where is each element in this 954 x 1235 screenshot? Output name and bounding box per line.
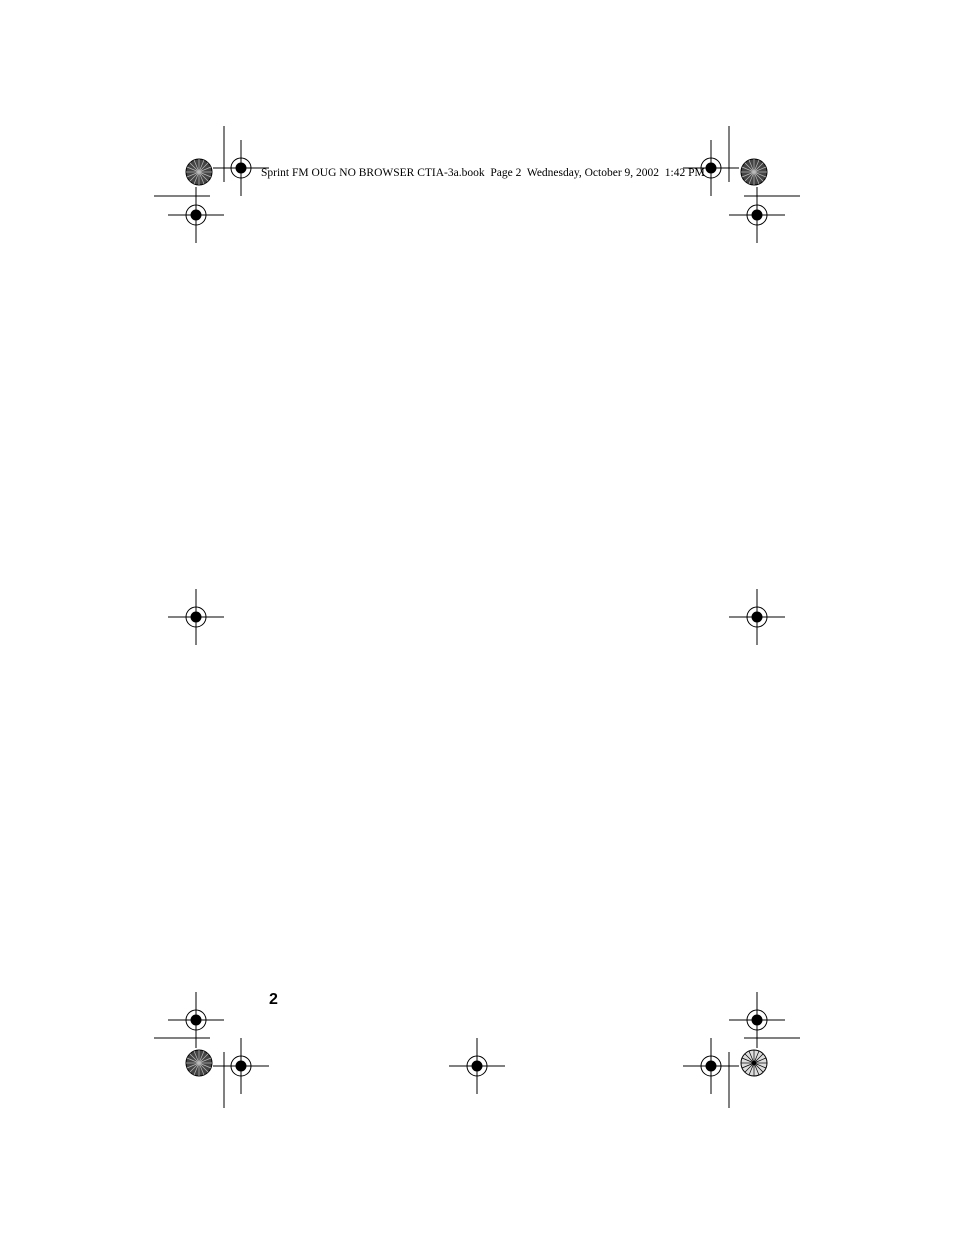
registration-crosshair-icon <box>449 1038 505 1094</box>
starburst-calibration-icon <box>741 1050 767 1076</box>
print-slug-header: Sprint FM OUG NO BROWSER CTIA-3a.book Page 2 Wednesday, October 9, 2002 1:42 PM <box>261 167 705 179</box>
registration-crosshair-icon <box>168 589 224 645</box>
starburst-calibration-icon <box>186 159 212 185</box>
registration-crosshair-icon <box>729 187 785 243</box>
registration-crosshair-icon <box>213 1038 269 1094</box>
page-number: 2 <box>269 991 278 1008</box>
registration-crosshair-icon <box>729 992 785 1048</box>
registration-crosshair-icon <box>683 1038 739 1094</box>
starburst-calibration-icon <box>186 1050 212 1076</box>
crop-lines <box>154 126 800 1108</box>
registration-crosshair-icon <box>168 992 224 1048</box>
registration-crosshair-icon <box>168 187 224 243</box>
starburst-calibration-icon <box>741 159 767 185</box>
registration-crosshair-icon <box>729 589 785 645</box>
